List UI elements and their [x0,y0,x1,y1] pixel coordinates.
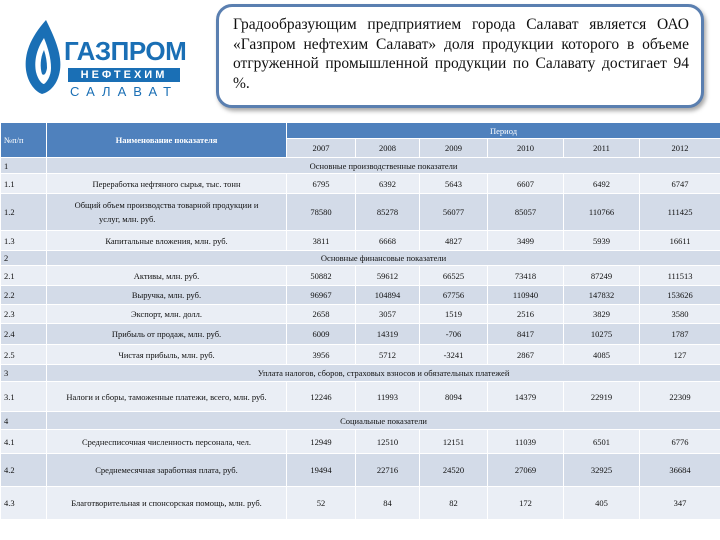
value-cell: 8094 [420,382,488,412]
table-row [1,231,720,251]
indicator-name [47,194,287,231]
value-cell: 56077 [420,194,488,231]
indicators-table-container [0,122,720,540]
value-cell: 11039 [488,430,564,454]
value-cell: 10275 [564,324,640,345]
value-cell: 16611 [640,231,720,251]
value-cell: 1519 [420,305,488,324]
value-cell: 52 [287,487,356,520]
year-cell: 2007 [287,139,356,158]
value-cell: 3580 [640,305,720,324]
section-title: Социальные показатели [47,412,720,430]
header-period: Период [287,123,720,139]
row-index: 2.4 [1,324,47,345]
table-row [1,324,720,345]
table-section-row [1,251,720,266]
logo-gazprom-text: ГАЗПРОМ [64,36,187,66]
indicators-table [0,122,720,520]
value-cell: 50882 [287,266,356,286]
row-index: 1 [1,158,47,174]
value-cell: 2516 [488,305,564,324]
value-cell: 19494 [287,454,356,487]
value-cell: 22716 [356,454,420,487]
section-title: Уплата налогов, сборов, страховых взносов и обязательных платежей [47,365,720,382]
value-cell: 111513 [640,266,720,286]
row-index: 1.1 [1,174,47,194]
value-cell: 405 [564,487,640,520]
value-cell: 8417 [488,324,564,345]
value-cell: 6747 [640,174,720,194]
row-index: 2.5 [1,345,47,365]
indicator-name: Экспорт, млн. долл. [47,305,287,324]
indicator-name: Среднемесячная заработная плата, руб. [47,454,287,487]
table-section-row [1,365,720,382]
value-cell: 11993 [356,382,420,412]
value-cell: 4085 [564,345,640,365]
value-cell: 3811 [287,231,356,251]
value-cell: 5712 [356,345,420,365]
indicator-name: Капитальные вложения, млн. руб. [47,231,287,251]
value-cell: 2658 [287,305,356,324]
value-cell: 6392 [356,174,420,194]
value-cell: 12246 [287,382,356,412]
value-cell: 6492 [564,174,640,194]
value-cell: 12510 [356,430,420,454]
table-row [1,430,720,454]
row-index: 2.1 [1,266,47,286]
row-index: 1.2 [1,194,47,231]
value-cell: 172 [488,487,564,520]
value-cell: 85057 [488,194,564,231]
row-index: 3 [1,365,47,382]
table-row [1,305,720,324]
value-cell: 32925 [564,454,640,487]
value-cell: 12151 [420,430,488,454]
table-section-row [1,158,720,174]
year-cell: 2010 [488,139,564,158]
value-cell: 110766 [564,194,640,231]
year-cell: 2008 [356,139,420,158]
value-cell: 6776 [640,430,720,454]
row-index: 4.2 [1,454,47,487]
table-row [1,286,720,305]
value-cell: 14319 [356,324,420,345]
indicator-name: Прибыль от продаж, млн. руб. [47,324,287,345]
value-cell: 14379 [488,382,564,412]
value-cell: 4827 [420,231,488,251]
value-cell: 6795 [287,174,356,194]
value-cell: 24520 [420,454,488,487]
row-index: 3.1 [1,382,47,412]
row-index: 2.3 [1,305,47,324]
row-index: 4.3 [1,487,47,520]
value-cell: 6607 [488,174,564,194]
value-cell: 127 [640,345,720,365]
indicator-name: Чистая прибыль, млн. руб. [47,345,287,365]
value-cell: 3829 [564,305,640,324]
value-cell: 96967 [287,286,356,305]
value-cell: 2867 [488,345,564,365]
indicator-name: Налоги и сборы, таможенные платежи, всего, млн. руб. [47,382,287,412]
value-cell: 3499 [488,231,564,251]
row-index: 4 [1,412,47,430]
header-num: №п/п [1,123,47,158]
row-index: 1.3 [1,231,47,251]
value-cell: 27069 [488,454,564,487]
value-cell: 6668 [356,231,420,251]
value-cell: 59612 [356,266,420,286]
row-index: 2 [1,251,47,266]
value-cell: 147832 [564,286,640,305]
table-row [1,454,720,487]
logo-neftekhim-text: НЕФТЕХИМ [68,68,180,82]
value-cell: 1787 [640,324,720,345]
flame-logo-icon [20,18,64,96]
value-cell: 5939 [564,231,640,251]
indicator-name: Активы, млн. руб. [47,266,287,286]
value-cell: 67756 [420,286,488,305]
value-cell: 111425 [640,194,720,231]
value-cell: 153626 [640,286,720,305]
table-row [1,194,720,231]
value-cell: 6009 [287,324,356,345]
indicator-name-line1: Общий объем производства товарной продукции и [74,200,259,210]
indicator-name: Выручка, млн. руб. [47,286,287,305]
value-cell: -706 [420,324,488,345]
indicator-name: Благотворительная и спонсорская помощь, млн. руб. [47,487,287,520]
value-cell: 347 [640,487,720,520]
value-cell: 12949 [287,430,356,454]
value-cell: 22309 [640,382,720,412]
table-row [1,487,720,520]
indicator-name: Переработка нефтяного сырья, тыс. тонн [47,174,287,194]
table-row [1,266,720,286]
value-cell: 82 [420,487,488,520]
section-title: Основные финансовые показатели [47,251,720,266]
value-cell: 85278 [356,194,420,231]
value-cell: 104894 [356,286,420,305]
value-cell: 22919 [564,382,640,412]
logo-salavat-text: САЛАВАТ [70,84,179,99]
indicator-name-line2: услуг, млн. руб. [99,214,156,224]
year-cell: 2009 [420,139,488,158]
table-header-row [1,123,720,139]
section-title: Основные производственные показатели [47,158,720,174]
value-cell: 5643 [420,174,488,194]
value-cell: 3956 [287,345,356,365]
table-row [1,382,720,412]
table-row [1,174,720,194]
row-index: 2.2 [1,286,47,305]
year-cell: 2011 [564,139,640,158]
intro-textbox [216,4,704,108]
intro-text: Градообразующим предприятием города Салават является ОАО «Газпром нефтехим Салават» доля продукции которого в объеме отгруженной промышленной продукции по Салавату достигает 94 %. [233,16,689,92]
value-cell: 36684 [640,454,720,487]
indicator-name: Среднесписочная численность персонала, чел. [47,430,287,454]
header-name: Наименование показателя [47,123,287,158]
value-cell: 3057 [356,305,420,324]
value-cell: 78580 [287,194,356,231]
value-cell: 6501 [564,430,640,454]
row-index: 4.1 [1,430,47,454]
value-cell: 110940 [488,286,564,305]
table-section-row [1,412,720,430]
value-cell: 66525 [420,266,488,286]
gazprom-neftekhim-salavat-logo [20,16,185,100]
value-cell: 87249 [564,266,640,286]
year-cell: 2012 [640,139,720,158]
value-cell: 84 [356,487,420,520]
value-cell: 73418 [488,266,564,286]
table-row [1,345,720,365]
value-cell: -3241 [420,345,488,365]
